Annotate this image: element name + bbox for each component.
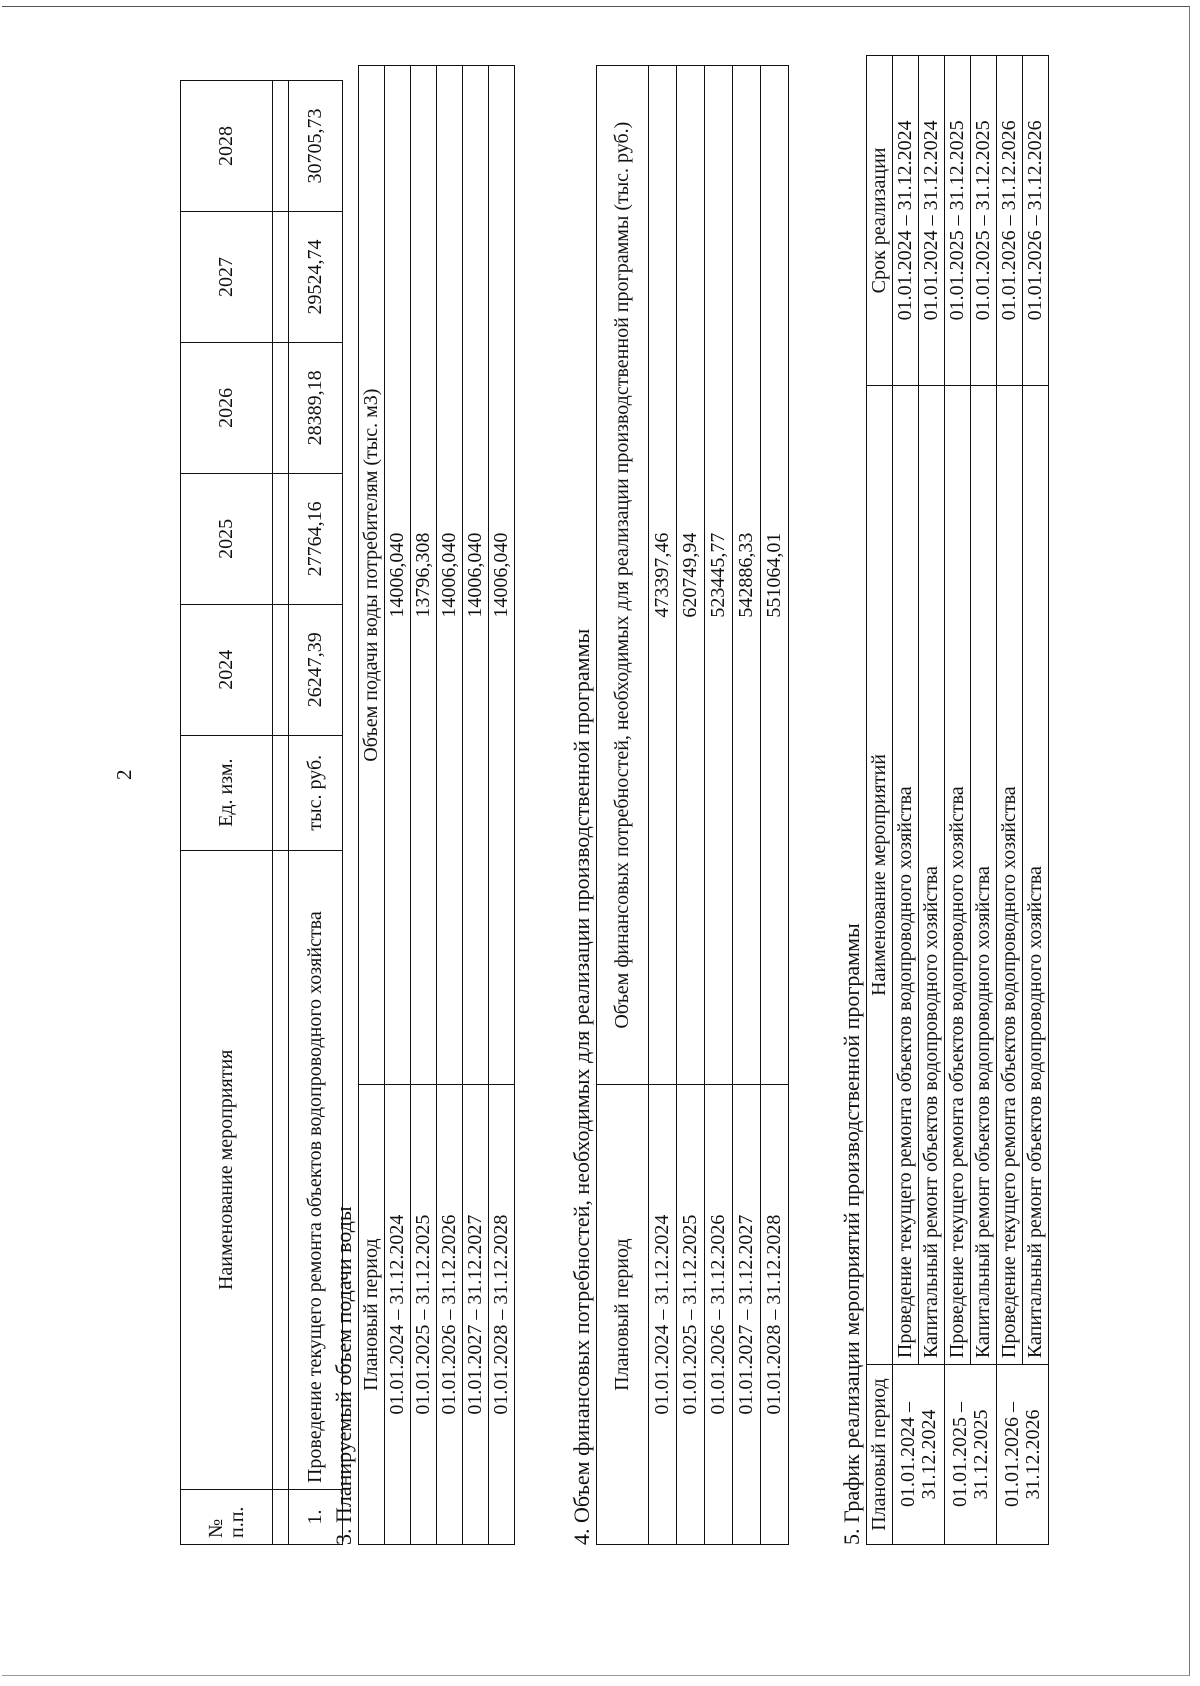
s4-header-period: Плановый период xyxy=(597,1085,649,1545)
s4-value: 620749,94 xyxy=(677,66,705,1085)
s5-period: 01.01.2025 – 31.12.2025 xyxy=(945,1365,997,1545)
row-activity-name: Проведение текущего ремонта объектов водопроводного хозяйства xyxy=(289,850,343,1489)
header-2026: 2026 xyxy=(181,342,273,473)
table-row xyxy=(385,66,411,1545)
s4-period: 01.01.2025 – 31.12.2025 xyxy=(677,1085,705,1545)
table-row xyxy=(945,56,971,1545)
value-2028: 30705,73 xyxy=(289,81,343,212)
s3-period: 01.01.2028 – 31.12.2028 xyxy=(489,1085,515,1545)
s5-term: 01.01.2024 – 31.12.2024 xyxy=(919,56,945,386)
table-row xyxy=(893,56,919,1545)
s4-value: 473397,46 xyxy=(649,66,677,1085)
s5-header-name: Наименование мероприятий xyxy=(867,385,893,1364)
s5-term: 01.01.2025 – 31.12.2025 xyxy=(971,56,997,386)
s4-period: 01.01.2026 – 31.12.2026 xyxy=(705,1085,733,1545)
water-supply-table xyxy=(358,65,515,1545)
s3-value: 14006,040 xyxy=(489,66,515,1085)
table-row xyxy=(649,66,677,1545)
section4-block xyxy=(568,65,789,1545)
s5-term: 01.01.2026 – 31.12.2026 xyxy=(1023,56,1049,386)
table-row xyxy=(761,66,789,1545)
section5-block xyxy=(838,55,1049,1545)
table-row xyxy=(705,66,733,1545)
table-row xyxy=(997,56,1023,1545)
section3-title: 3. Планируемый объем подачи воды xyxy=(331,1206,356,1545)
header-number: № п.п. xyxy=(181,1490,273,1545)
financial-needs-table xyxy=(596,65,789,1545)
value-2024: 26247,39 xyxy=(289,604,343,735)
header-activity: Наименование мероприятия xyxy=(181,850,273,1489)
s3-value: 14006,040 xyxy=(463,66,489,1085)
s4-period: 01.01.2028 – 31.12.2028 xyxy=(761,1085,789,1545)
s5-activity: Проведение текущего ремонта объектов водопроводного хозяйства xyxy=(997,385,1023,1364)
table-row xyxy=(971,56,997,1545)
table-row xyxy=(489,66,515,1545)
activities-cost-table xyxy=(180,80,343,1545)
s4-value: 523445,77 xyxy=(705,66,733,1085)
s3-period: 01.01.2025 – 31.12.2025 xyxy=(411,1085,437,1545)
table-row xyxy=(733,66,761,1545)
s5-period: 01.01.2024 – 31.12.2024 xyxy=(893,1365,945,1545)
s5-header-term: Срок реализации xyxy=(867,56,893,386)
header-2024: 2024 xyxy=(181,604,273,735)
value-2027: 29524,74 xyxy=(289,212,343,343)
table-row xyxy=(919,56,945,1545)
s5-activity: Капитальный ремонт объектов водопроводного хозяйства xyxy=(971,385,997,1364)
s4-period: 01.01.2027 – 31.12.2027 xyxy=(733,1085,761,1545)
page-number: 2 xyxy=(112,769,136,780)
s5-term: 01.01.2026 – 31.12.2026 xyxy=(997,56,1023,386)
s4-period: 01.01.2024 – 31.12.2024 xyxy=(649,1085,677,1545)
s4-header-volume: Объем финансовых потребностей, необходимых для реализации производственной программы (тыс. руб.) xyxy=(597,66,649,1085)
table1-block xyxy=(180,80,343,1545)
table-row xyxy=(411,66,437,1545)
table-row xyxy=(437,66,463,1545)
section5-title: 5. График реализации мероприятий производственной программы xyxy=(839,923,864,1545)
header-2027: 2027 xyxy=(181,212,273,343)
header-unit: Ед. изм. xyxy=(181,735,273,850)
s3-value: 14006,040 xyxy=(385,66,411,1085)
s5-term: 01.01.2025 – 31.12.2025 xyxy=(945,56,971,386)
s5-activity: Капитальный ремонт объектов водопроводного хозяйства xyxy=(919,385,945,1364)
header-2025: 2025 xyxy=(181,473,273,604)
section4-title: 4. Объем финансовых потребностей, необходимых для реализации производственной программы xyxy=(569,628,594,1545)
row-unit: тыс. руб. xyxy=(289,735,343,850)
s5-activity: Проведение текущего ремонта объектов водопроводного хозяйства xyxy=(893,385,919,1364)
row-number: 1. xyxy=(289,1490,343,1545)
s3-period: 01.01.2024 – 31.12.2024 xyxy=(385,1085,411,1545)
schedule-table xyxy=(866,55,1049,1545)
section3-block xyxy=(330,65,515,1545)
s3-header-volume: Объем подачи воды потребителям (тыс. м3) xyxy=(359,66,385,1085)
s3-value: 14006,040 xyxy=(437,66,463,1085)
s3-period: 01.01.2027 – 31.12.2027 xyxy=(463,1085,489,1545)
s5-header-period: Плановый период xyxy=(867,1365,893,1545)
s5-activity: Проведение текущего ремонта объектов водопроводного хозяйства xyxy=(945,385,971,1364)
header-2028: 2028 xyxy=(181,81,273,212)
table-row xyxy=(1023,56,1049,1545)
s4-value: 542886,33 xyxy=(733,66,761,1085)
s5-activity: Капитальный ремонт объектов водопроводного хозяйства xyxy=(1023,385,1049,1364)
s5-term: 01.01.2024 – 31.12.2024 xyxy=(893,56,919,386)
value-2026: 28389,18 xyxy=(289,342,343,473)
s3-period: 01.01.2026 – 31.12.2026 xyxy=(437,1085,463,1545)
table-row xyxy=(677,66,705,1545)
s3-header-period: Плановый период xyxy=(359,1085,385,1545)
s4-value: 551064,01 xyxy=(761,66,789,1085)
s3-value: 13796,308 xyxy=(411,66,437,1085)
value-2025: 27764,16 xyxy=(289,473,343,604)
table-row xyxy=(463,66,489,1545)
s5-period: 01.01.2026 – 31.12.2026 xyxy=(997,1365,1049,1545)
